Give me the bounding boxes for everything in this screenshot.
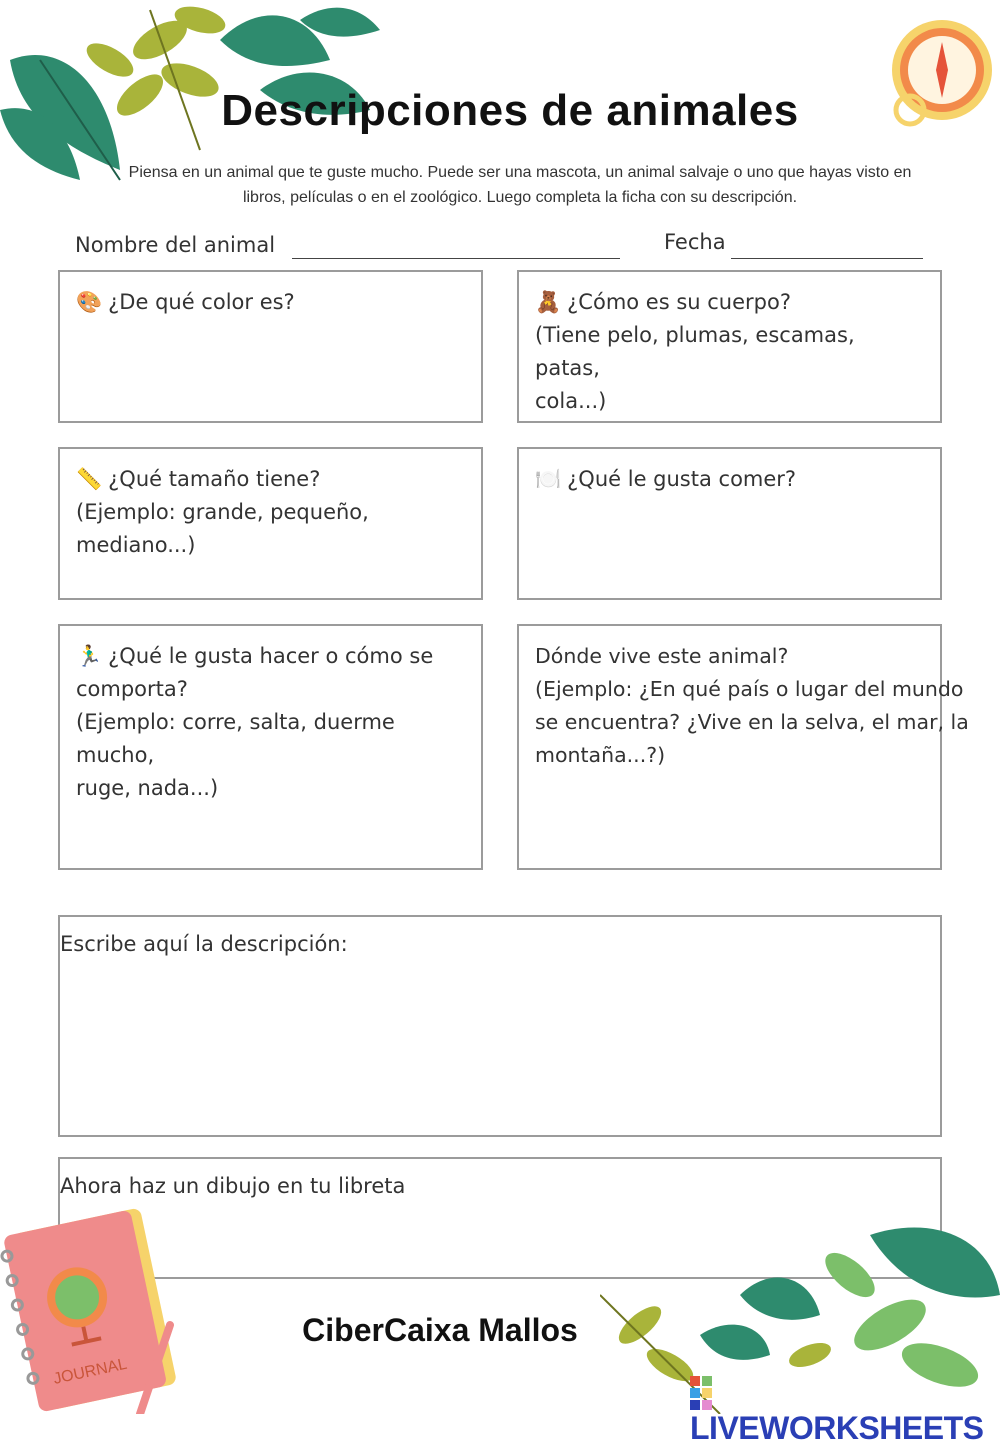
palette-icon: 🎨 [76, 290, 103, 314]
body-question-box[interactable] [517, 270, 942, 423]
habitat-question-hint-2: se encuentra? ¿Vive en la selva, el mar, la [535, 710, 969, 734]
intro-text: Piensa en un animal que te guste mucho. Puede ser una mascota, un animal salvaje o uno que hayas visto en libros, películas o en el zoológico. Luego completa la ficha con su descripción. [128, 164, 912, 206]
behavior-question-hint-1: (Ejemplo: corre, salta, duerme mucho, [76, 710, 395, 767]
animal-name-field[interactable] [292, 258, 620, 259]
ruler-icon: 📏 [76, 467, 103, 491]
size-question-box[interactable] [58, 447, 483, 600]
watermark-text: LIVEWORKSHEETS [690, 1409, 984, 1446]
date-label: Fecha [664, 230, 726, 254]
description-label: Escribe aquí la descripción: [60, 932, 348, 956]
food-question: ¿Qué le gusta comer? [567, 467, 797, 491]
body-question: ¿Cómo es su cuerpo? [567, 290, 791, 314]
body-question-hint-2: cola...) [535, 389, 607, 413]
liveworksheets-watermark [690, 1372, 1000, 1447]
date-field[interactable] [731, 258, 923, 259]
color-question-box[interactable] [58, 270, 483, 423]
page-title: Descripciones de animales [221, 86, 799, 135]
color-question: ¿De qué color es? [108, 290, 295, 314]
drawing-label: Ahora haz un dibujo en tu libreta [60, 1174, 406, 1198]
habitat-question-hint-3: montaña...?) [535, 743, 666, 767]
teddy-bear-icon: 🧸 [535, 290, 562, 314]
liveworksheets-logo-icon [690, 1376, 712, 1410]
author-name: CiberCaixa Mallos [302, 1312, 578, 1348]
behavior-question: ¿Qué le gusta hacer o cómo se [108, 644, 434, 668]
behavior-question-hint-2: ruge, nada...) [76, 776, 219, 800]
description-box[interactable] [58, 915, 942, 1137]
journal-text: JOURNAL [51, 1355, 129, 1388]
food-question-box[interactable] [517, 447, 942, 600]
size-question: ¿Qué tamaño tiene? [108, 467, 321, 491]
behavior-question-box[interactable] [58, 624, 483, 870]
running-man-icon: 🏃‍♂️ [76, 644, 103, 668]
animal-name-label: Nombre del animal [75, 233, 276, 257]
habitat-question-box[interactable] [517, 624, 969, 870]
size-question-hint: (Ejemplo: grande, pequeño, mediano...) [76, 500, 369, 557]
habitat-question: Dónde vive este animal? [535, 644, 789, 668]
habitat-question-hint-1: (Ejemplo: ¿En qué país o lugar del mundo [535, 677, 964, 701]
body-question-hint-1: (Tiene pelo, plumas, escamas, patas, [535, 323, 855, 380]
fork-knife-icon: 🍽️ [535, 467, 562, 491]
behavior-question-cont: comporta? [76, 677, 188, 701]
journal-illustration [0, 1200, 190, 1414]
